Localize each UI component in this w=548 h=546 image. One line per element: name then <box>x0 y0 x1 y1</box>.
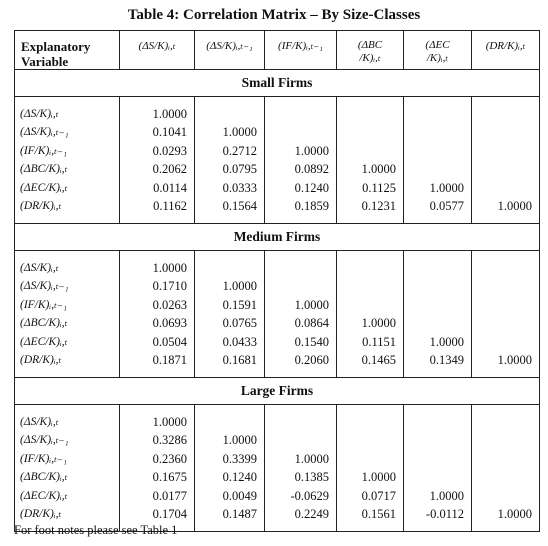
correlation-value: 0.0795 <box>222 162 257 177</box>
column-header-line: (ΔS/K)ᵢ,ₜ <box>138 40 176 52</box>
section-body-row <box>15 97 540 224</box>
variable-label: (ΔS/K)ᵢ,ₜ <box>20 262 59 274</box>
column-header-line: (ΔS/K)ᵢ,ₜ₋₁ <box>206 40 253 52</box>
correlation-value: 0.1231 <box>361 198 396 213</box>
correlation-value: 0.2712 <box>222 143 257 158</box>
correlation-value <box>472 277 532 295</box>
correlation-value: 1.0000 <box>152 261 187 275</box>
section-title: Small Firms <box>15 70 540 97</box>
correlation-value <box>404 105 464 123</box>
correlation-value: 0.1871 <box>152 352 187 367</box>
correlation-value: 1.0000 <box>429 334 464 349</box>
correlation-value: 0.1385 <box>294 470 329 485</box>
value-column <box>472 405 540 532</box>
correlation-value: 0.3399 <box>222 451 257 466</box>
correlation-value <box>337 123 396 141</box>
correlation-value <box>404 277 464 295</box>
variable-label: (ΔBC/K)ᵢ,ₜ <box>20 317 68 330</box>
variable-label: (ΔBC/K)ᵢ,ₜ <box>20 163 68 176</box>
variable-column <box>15 405 120 532</box>
correlation-value: 0.2060 <box>294 352 329 367</box>
correlation-value <box>404 123 464 141</box>
table-title: Table 4: Correlation Matrix – By Size-Classes <box>127 7 421 23</box>
column-header <box>404 31 472 70</box>
correlation-value: 1.0000 <box>294 297 329 312</box>
correlation-value: 1.0000 <box>222 125 257 140</box>
correlation-value <box>472 314 532 332</box>
correlation-value: 0.3286 <box>152 433 187 448</box>
correlation-value: 1.0000 <box>361 162 396 177</box>
correlation-value <box>337 277 396 295</box>
value-column <box>195 405 265 532</box>
variable-label: (ΔS/K)ᵢ,ₜ₋₁ <box>20 126 69 139</box>
correlation-value: 1.0000 <box>152 415 187 429</box>
column-header-line: /K)ᵢ,ₜ <box>426 52 449 64</box>
value-column <box>120 97 195 224</box>
correlation-value <box>472 431 532 449</box>
column-header-line: (ΔEC <box>425 39 450 51</box>
correlation-value: 1.0000 <box>361 470 396 485</box>
correlation-value: 0.1675 <box>152 470 187 485</box>
column-header <box>195 31 265 70</box>
correlation-value: 1.0000 <box>222 279 257 294</box>
correlation-value <box>265 277 329 295</box>
correlation-value <box>472 413 532 431</box>
correlation-value: 1.0000 <box>222 433 257 448</box>
correlation-value: 0.0765 <box>222 316 257 331</box>
variable-column <box>15 97 120 224</box>
correlation-value: 1.0000 <box>497 506 532 521</box>
correlation-value: 0.2360 <box>152 451 187 466</box>
correlation-value: 0.1041 <box>152 125 187 140</box>
correlation-value: 0.0693 <box>152 316 187 331</box>
correlation-value <box>404 413 464 431</box>
correlation-value: 0.1465 <box>361 352 396 367</box>
correlation-value <box>265 105 329 123</box>
variable-label: (IF/K)ᵢ,ₜ₋₁ <box>20 144 67 157</box>
header-label-line: Variable <box>21 54 69 69</box>
correlation-value: 1.0000 <box>294 143 329 158</box>
correlation-value <box>472 296 532 314</box>
value-column <box>265 405 337 532</box>
correlation-value: 1.0000 <box>497 198 532 213</box>
section-title: Large Firms <box>15 378 540 405</box>
correlation-value: 0.1591 <box>222 297 257 312</box>
variable-label: (ΔS/K)ᵢ,ₜ <box>20 108 59 120</box>
correlation-value: 1.0000 <box>152 107 187 121</box>
correlation-value <box>404 160 464 178</box>
value-column <box>472 97 540 224</box>
value-column <box>404 251 472 378</box>
correlation-value: 0.1240 <box>222 470 257 485</box>
correlation-value <box>195 105 257 123</box>
column-header <box>265 31 337 70</box>
column-header <box>472 31 540 70</box>
variable-label: (ΔS/K)ᵢ,ₜ <box>20 416 59 428</box>
value-column <box>195 97 265 224</box>
variable-column <box>15 251 120 378</box>
correlation-value: 0.2062 <box>152 162 187 177</box>
variable-label: (IF/K)ᵢ,ₜ₋₁ <box>20 298 67 311</box>
correlation-value: 0.1561 <box>361 506 396 521</box>
correlation-value <box>337 142 396 160</box>
footnote: For foot notes please see Table 1 <box>14 523 178 537</box>
column-header-line: (ΔBC <box>357 39 383 51</box>
correlation-value: 0.0263 <box>152 297 187 312</box>
column-header-line: /K)ᵢ,ₜ <box>359 52 381 64</box>
value-column <box>337 405 404 532</box>
variable-label: (ΔBC/K)ᵢ,ₜ <box>20 471 68 484</box>
section-body-row <box>15 251 540 378</box>
header-label-line: Explanatory <box>21 39 91 54</box>
correlation-value: 0.0864 <box>294 316 329 331</box>
correlation-value <box>265 259 329 277</box>
correlation-value: 0.1564 <box>222 198 257 213</box>
correlation-value: 0.0293 <box>152 143 187 158</box>
correlation-value: 0.0504 <box>152 334 187 349</box>
column-header-line: (DR/K)ᵢ,ₜ <box>485 40 526 52</box>
correlation-value: 0.2249 <box>294 506 329 521</box>
correlation-value <box>404 431 464 449</box>
correlation-value: 0.1151 <box>362 334 396 349</box>
correlation-value <box>404 314 464 332</box>
correlation-value <box>472 468 532 486</box>
variable-label: (IF/K)ᵢ,ₜ₋₁ <box>20 452 67 465</box>
correlation-value: 0.1240 <box>294 180 329 195</box>
correlation-table <box>14 30 540 532</box>
correlation-value <box>472 123 532 141</box>
correlation-value <box>265 431 329 449</box>
correlation-value: 0.1540 <box>294 334 329 349</box>
header-row <box>15 31 540 70</box>
variable-label: (DR/K)ᵢ,ₜ <box>20 507 62 520</box>
value-column <box>265 97 337 224</box>
correlation-value <box>195 413 257 431</box>
correlation-value <box>265 413 329 431</box>
correlation-value: 0.1162 <box>153 198 187 213</box>
correlation-value <box>404 450 464 468</box>
variable-label: (ΔEC/K)ᵢ,ₜ <box>20 181 68 194</box>
correlation-value <box>472 142 532 160</box>
correlation-value <box>337 450 396 468</box>
correlation-value: 1.0000 <box>429 488 464 503</box>
value-column <box>337 97 404 224</box>
correlation-value: 0.0433 <box>222 334 257 349</box>
correlation-value <box>404 142 464 160</box>
correlation-value: 0.1681 <box>222 352 257 367</box>
correlation-value: 0.0049 <box>222 488 257 503</box>
correlation-value: 0.0333 <box>222 180 257 195</box>
section-body-row <box>15 405 540 532</box>
section-header-row <box>15 224 540 251</box>
column-header <box>120 31 195 70</box>
correlation-value <box>265 123 329 141</box>
section-header-row <box>15 70 540 97</box>
correlation-value: 1.0000 <box>497 352 532 367</box>
correlation-value: 0.1859 <box>294 198 329 213</box>
value-column <box>120 251 195 378</box>
correlation-value <box>337 259 396 277</box>
variable-label: (ΔEC/K)ᵢ,ₜ <box>20 335 68 348</box>
correlation-value: 0.1487 <box>222 506 257 521</box>
value-column <box>120 405 195 532</box>
value-column <box>404 405 472 532</box>
correlation-value: 0.1349 <box>429 352 464 367</box>
value-column <box>472 251 540 378</box>
correlation-value: 1.0000 <box>429 180 464 195</box>
variable-label: (ΔS/K)ᵢ,ₜ₋₁ <box>20 280 69 293</box>
correlation-value <box>404 468 464 486</box>
value-column <box>195 251 265 378</box>
correlation-value: 0.1710 <box>152 279 187 294</box>
correlation-value <box>472 179 532 197</box>
variable-label: (ΔEC/K)ᵢ,ₜ <box>20 489 68 502</box>
correlation-value <box>472 259 532 277</box>
header-explanatory-variable <box>15 31 120 70</box>
value-column <box>265 251 337 378</box>
section-header-row <box>15 378 540 405</box>
correlation-value <box>337 413 396 431</box>
variable-label: (ΔS/K)ᵢ,ₜ₋₁ <box>20 434 69 447</box>
correlation-value <box>472 487 532 505</box>
column-header-line: (IF/K)ᵢ,ₜ₋₁ <box>278 40 323 52</box>
correlation-value <box>404 259 464 277</box>
correlation-value <box>337 296 396 314</box>
value-column <box>337 251 404 378</box>
correlation-value: 0.0892 <box>294 162 329 177</box>
column-header <box>337 31 404 70</box>
correlation-value <box>472 105 532 123</box>
variable-label: (DR/K)ᵢ,ₜ <box>20 353 62 366</box>
correlation-value: 0.1125 <box>362 180 396 195</box>
value-column <box>404 97 472 224</box>
correlation-value <box>404 296 464 314</box>
variable-label: (DR/K)ᵢ,ₜ <box>20 199 62 212</box>
correlation-value: 1.0000 <box>361 316 396 331</box>
correlation-value <box>472 333 532 351</box>
correlation-value: 1.0000 <box>294 451 329 466</box>
correlation-value <box>472 160 532 178</box>
section-title: Medium Firms <box>15 224 540 251</box>
correlation-value: 0.1704 <box>152 506 187 521</box>
correlation-value: 0.0717 <box>361 488 396 503</box>
correlation-value: -0.0629 <box>290 488 329 503</box>
correlation-value <box>337 431 396 449</box>
correlation-value: 0.0114 <box>153 180 187 195</box>
correlation-value: 0.0177 <box>152 488 187 503</box>
correlation-value <box>337 105 396 123</box>
correlation-value: 0.0577 <box>429 198 464 213</box>
correlation-value <box>472 450 532 468</box>
correlation-value <box>195 259 257 277</box>
correlation-value: -0.0112 <box>425 506 464 521</box>
